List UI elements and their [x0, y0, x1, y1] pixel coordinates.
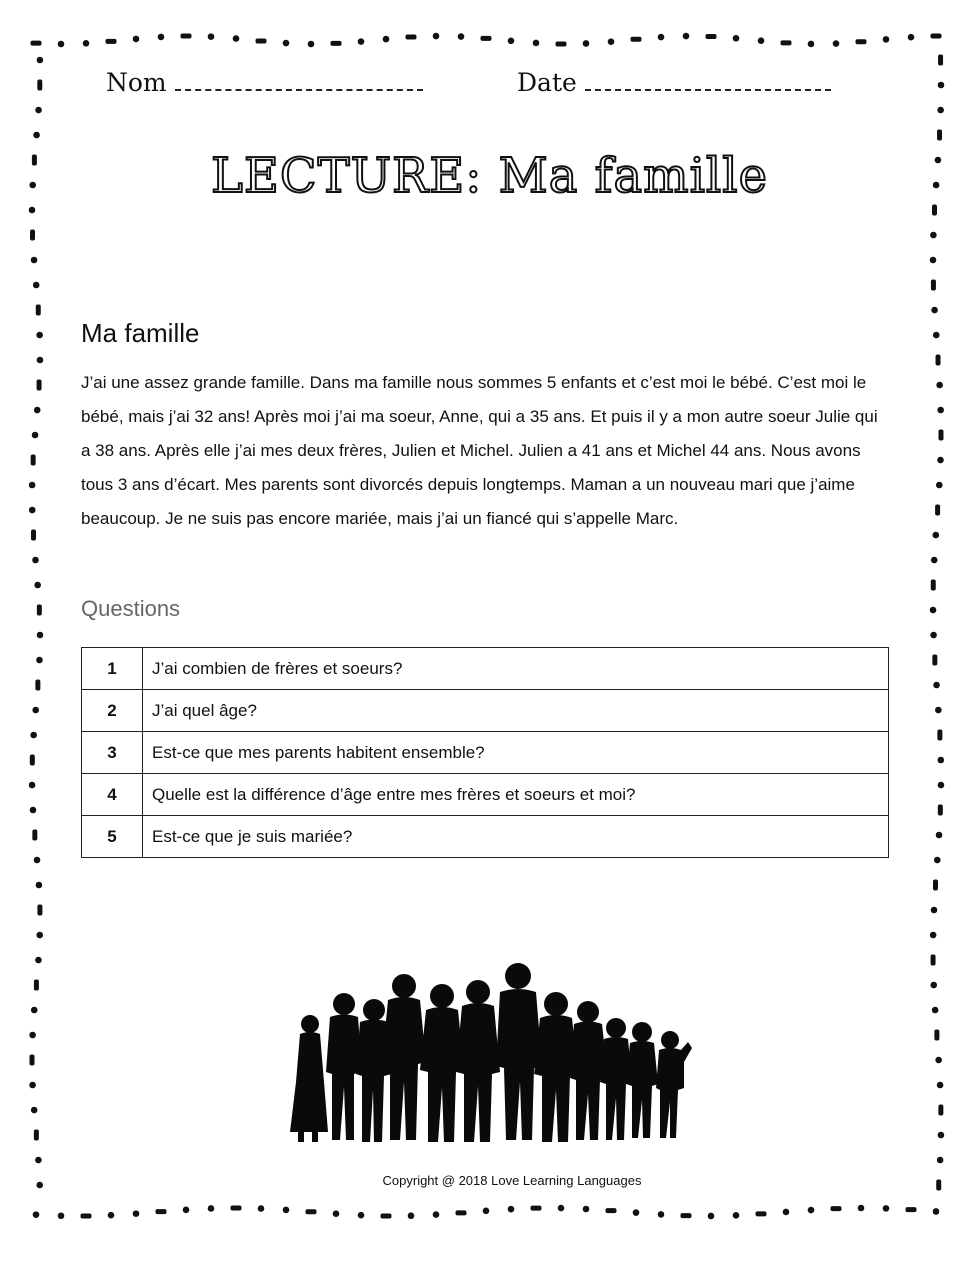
family-silhouette-image: [282, 962, 697, 1147]
name-label: Nom: [106, 68, 167, 97]
question-text: J’ai combien de frères et soeurs?: [143, 648, 889, 690]
question-row: [82, 732, 889, 774]
questions-heading: Questions: [81, 596, 181, 621]
question-text: Est-ce que je suis mariée?: [143, 816, 889, 858]
date-blank-line[interactable]: [585, 89, 831, 91]
reading-passage: J’ai une assez grande famille. Dans ma famille nous sommes 5 enfants et c’est moi le bébé. C’est moi le bébé, mais j’ai 32 ans! Après moi j’ai ma soeur, Anne, qui a 35 ans. Et puis il y a mon autre soeur Julie qui a 38 ans. Après elle j’ai mes deux frères, Julien et Michel. Julien a 41 ans et Michel 44 ans. Nous avons tous 3 ans d’écart. Mes parents sont divorcés depuis longtemps. Maman a un nouveau mari que j’aime beaucoup. Je ne suis pas encore mariée, mais j’ai un fiancé qui s’appelle Marc.: [81, 373, 878, 528]
question-text: Quelle est la différence d’âge entre mes frères et soeurs et moi?: [143, 774, 889, 816]
question-text: Est-ce que mes parents habitent ensemble?: [143, 732, 889, 774]
question-number: 3: [82, 732, 143, 774]
reading-heading: Ma famille: [81, 318, 200, 348]
question-row: [82, 690, 889, 732]
question-number: 2: [82, 690, 143, 732]
date-label: Date: [517, 68, 577, 97]
name-blank-line[interactable]: [175, 89, 423, 91]
question-row: [82, 774, 889, 816]
date-field[interactable]: [517, 68, 831, 97]
worksheet-title: LECTURE: Ma famille: [210, 148, 769, 204]
question-number: 4: [82, 774, 143, 816]
question-number: 1: [82, 648, 143, 690]
copyright-notice: Copyright @ 2018 Love Learning Languages: [382, 1173, 642, 1188]
question-number: 5: [82, 816, 143, 858]
name-field[interactable]: [106, 68, 423, 97]
question-row: [82, 816, 889, 858]
questions-table: [81, 647, 889, 858]
question-row: [82, 648, 889, 690]
question-text: J’ai quel âge?: [143, 690, 889, 732]
